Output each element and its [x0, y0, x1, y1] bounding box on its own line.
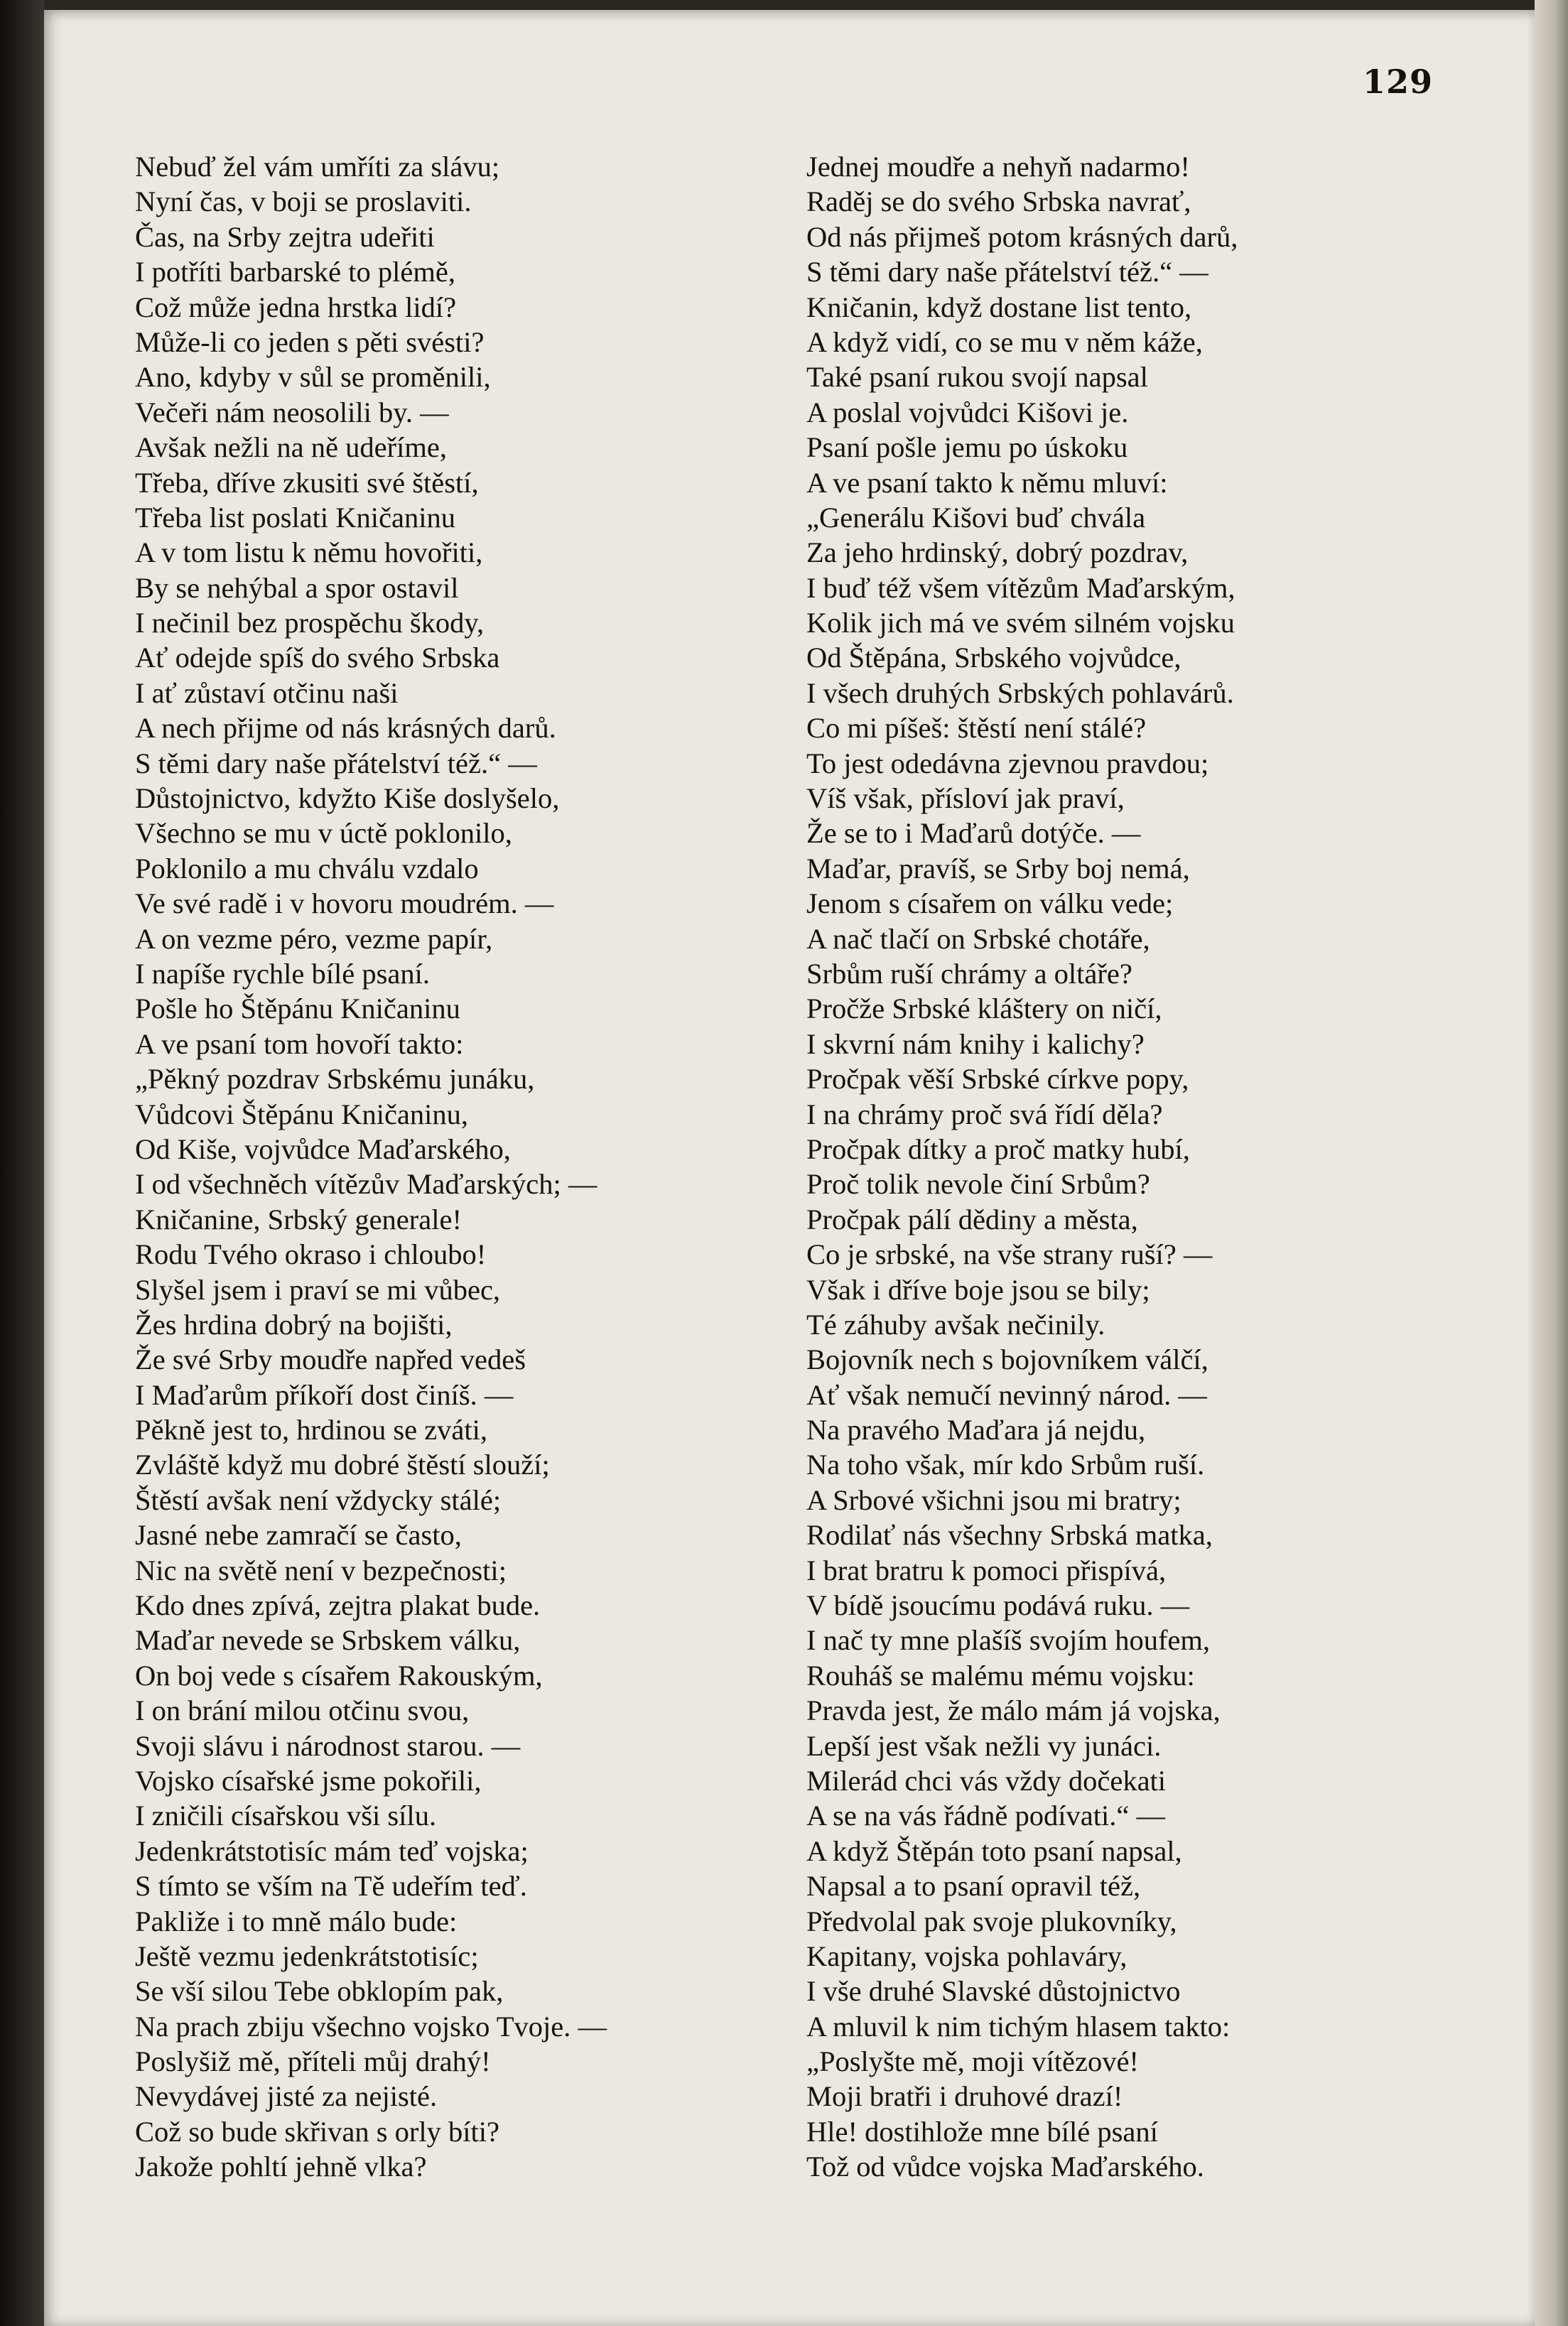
- verse-line: Od nás přijmeš potom krásných darů,: [806, 220, 1238, 253]
- verse-line: I Maďarům příkoří dost činíš. —: [135, 1378, 514, 1411]
- verse-line: Bojovník nech s bojovníkem válčí,: [806, 1343, 1209, 1376]
- verse-line: „Poslyšte mě, moji vítězové!: [806, 2045, 1139, 2078]
- verse-line: To jest odedávna zjevnou pravdou;: [806, 747, 1209, 779]
- verse-line: Čas, na Srby zejtra udeřiti: [135, 220, 435, 253]
- verse-line: Rouháš se malému mému vojsku:: [806, 1659, 1195, 1692]
- verse-line: Pakliže i to mně málo bude:: [135, 1905, 458, 1937]
- verse-line: Pročpak věší Srbské církve popy,: [806, 1063, 1189, 1096]
- verse-line: Raděj se do svého Srbska navrať,: [806, 185, 1191, 218]
- verse-line: Svoji slávu i národnost starou. —: [135, 1729, 521, 1762]
- paper-edge: [1535, 0, 1568, 2326]
- verse-line: Psaní pošle jemu po úskoku: [806, 431, 1128, 464]
- verse-line: Třeba, dříve zkusiti své štěstí,: [135, 466, 479, 499]
- verse-line: A on vezme péro, vezme papír,: [135, 922, 493, 955]
- verse-line: I nač ty mne plašíš svojím houfem,: [806, 1624, 1211, 1657]
- verse-line: Štěstí avšak není vždycky stálé;: [135, 1483, 502, 1516]
- verse-line: Na prach zbiju všechno vojsko Tvoje. —: [135, 2010, 607, 2043]
- verse-line: Může-li co jeden s pěti svésti?: [135, 325, 485, 358]
- verse-line: Všechno se mu v úctě poklonilo,: [135, 817, 512, 850]
- verse-line: I buď též všem vítězům Maďarským,: [806, 571, 1236, 604]
- verse-line: By se nehýbal a spor ostavil: [135, 571, 459, 604]
- verse-line: Avšak nežli na ně udeříme,: [135, 431, 447, 464]
- verse-line: Jakože pohltí jehně vlka?: [135, 2151, 427, 2183]
- verse-line: Ať však nemučí nevinný národ. —: [806, 1378, 1207, 1411]
- verse-line: Kapitany, vojska pohlaváry,: [806, 1940, 1128, 1972]
- verse-line: I skvrní nám knihy i kalichy?: [806, 1027, 1145, 1060]
- verse-line: Jedenkrátstotisíc mám teď vojska;: [135, 1834, 529, 1867]
- verse-line: Od Štěpána, Srbského vojvůdce,: [806, 642, 1182, 674]
- verse-line: Což so bude skřivan s orly bíti?: [135, 2115, 499, 2148]
- verse-line: Lepší jest však nežli vy junáci.: [806, 1729, 1162, 1762]
- verse-line: Hle! dostihlože mne bílé psaní: [806, 2115, 1158, 2148]
- verse-line: V bídě jsoucímu podává ruku. —: [806, 1589, 1190, 1622]
- verse-line: Předvolal pak svoje plukovníky,: [806, 1905, 1177, 1937]
- verse-line: Na toho však, mír kdo Srbům ruší.: [806, 1449, 1205, 1481]
- verse-line: „Generálu Kišovi buď chvála: [806, 501, 1146, 534]
- verse-line: Kničanine, Srbský generale!: [135, 1203, 462, 1235]
- verse-line: Však i dříve boje jsou se bily;: [806, 1273, 1150, 1306]
- verse-line: Proč tolik nevole činí Srbům?: [806, 1168, 1150, 1201]
- verse-line: I na chrámy proč svá řídí děla?: [806, 1098, 1163, 1130]
- verse-line: Co je srbské, na vše strany ruší? —: [806, 1238, 1213, 1271]
- verse-line: I všech druhých Srbských pohlavárů.: [806, 676, 1234, 709]
- verse-line: I od všechněch vítězův Maďarských; —: [135, 1168, 598, 1201]
- verse-line: Co mi píšeš: štěstí není stálé?: [806, 712, 1147, 745]
- verse-line: Že své Srby moudře napřed vedeš: [135, 1343, 526, 1376]
- verse-line: S tímto se vším na Tě udeřím teď.: [135, 1870, 527, 1903]
- verse-line: Jenom s císařem on válku vede;: [806, 887, 1174, 920]
- verse-line: Se vší silou Tebe obklopím pak,: [135, 1975, 504, 2008]
- verse-line: I nečinil bez prospěchu škody,: [135, 607, 485, 639]
- verse-line: Kdo dnes zpívá, zejtra plakat bude.: [135, 1589, 541, 1622]
- verse-line: Napsal a to psaní opravil též,: [806, 1870, 1141, 1903]
- verse-line: Ať odejde spíš do svého Srbska: [135, 642, 500, 674]
- verse-line: Tož od vůdce vojska Maďarského.: [806, 2151, 1204, 2183]
- verse-line: I zničili císařskou vši sílu.: [135, 1800, 437, 1832]
- verse-line: Vojsko císařské jsme pokořili,: [135, 1764, 482, 1797]
- verse-line: Pošle ho Štěpánu Kničaninu: [135, 992, 460, 1025]
- verse-line: Slyšel jsem i praví se mi vůbec,: [135, 1273, 501, 1306]
- verse-line: S těmi dary naše přátelství též.“ —: [806, 256, 1209, 288]
- verse-line: Ano, kdyby v sůl se proměnili,: [135, 361, 491, 394]
- verse-line: Že se to i Maďarů dotýče. —: [806, 817, 1141, 850]
- verse-line: A nech přijme od nás krásných darů.: [135, 712, 556, 745]
- verse-line: Nic na světě není v bezpečnosti;: [135, 1554, 507, 1586]
- verse-line: A Srbové všichni jsou mi bratry;: [806, 1483, 1182, 1516]
- verse-line: I brat bratru k pomoci přispívá,: [806, 1554, 1167, 1586]
- verse-line: Zvláště když mu dobré štěstí slouží;: [135, 1449, 550, 1481]
- verse-line: Pročpak dítky a proč matky hubí,: [806, 1132, 1190, 1165]
- verse-line: Srbům ruší chrámy a oltáře?: [806, 957, 1132, 990]
- verse-line: Milerád chci vás vždy dočekati: [806, 1764, 1167, 1797]
- verse-line: Na pravého Maďara já nejdu,: [806, 1414, 1146, 1446]
- verse-line: A nač tlačí on Srbské chotáře,: [806, 922, 1150, 955]
- verse-line: I on brání milou otčinu svou,: [135, 1694, 470, 1727]
- verse-line: Kničanin, když dostane list tento,: [806, 291, 1192, 323]
- verse-line: I ať zůstaví otčinu naši: [135, 676, 399, 709]
- verse-line: Třeba list poslati Kničaninu: [135, 501, 456, 534]
- verse-line: Ve své radě i v hovoru moudrém. —: [135, 887, 554, 920]
- verse-line: A se na vás řádně podívati.“ —: [806, 1800, 1165, 1832]
- right-text-column: [806, 149, 1446, 2185]
- verse-line: Poslyšiž mě, příteli můj drahý!: [135, 2045, 491, 2078]
- verse-line: Rodilať nás všechny Srbská matka,: [806, 1519, 1213, 1552]
- left-text-column: [135, 149, 774, 2185]
- verse-line: Poklonilo a mu chválu vzdalo: [135, 852, 479, 885]
- verse-line: Pročpak pálí dědiny a města,: [806, 1203, 1138, 1235]
- verse-line: Moji bratři i druhové drazí!: [806, 2080, 1123, 2113]
- verse-line: Pravda jest, že málo mám já vojska,: [806, 1694, 1221, 1727]
- verse-line: I napíše rychle bílé psaní.: [135, 957, 430, 990]
- verse-line: Jasné nebe zamračí se často,: [135, 1519, 462, 1552]
- verse-line: Pěkně jest to, hrdinou se zváti,: [135, 1414, 488, 1446]
- verse-line: Také psaní rukou svojí napsal: [806, 361, 1148, 394]
- verse-line: Nevydávej jisté za nejisté.: [135, 2080, 438, 2113]
- verse-line: A poslal vojvůdci Kišovi je.: [806, 396, 1129, 428]
- verse-line: On boj vede s císařem Rakouským,: [135, 1659, 543, 1692]
- verse-line: A mluvil k nim tichým hlasem takto:: [806, 2010, 1231, 2043]
- verse-line: Maďar, pravíš, se Srby boj nemá,: [806, 852, 1190, 885]
- verse-line: Pročže Srbské kláštery on ničí,: [806, 992, 1162, 1025]
- verse-line: Vůdcovi Štěpánu Kničaninu,: [135, 1098, 469, 1130]
- verse-line: Večeři nám neosolili by. —: [135, 396, 449, 428]
- binding-shadow: [0, 0, 44, 2326]
- verse-line: Nyní čas, v boji se proslaviti.: [135, 185, 472, 218]
- verse-line: Jednej moudře a nehyň nadarmo!: [806, 151, 1190, 183]
- verse-line: Ještě vezmu jedenkrátstotisíc;: [135, 1940, 479, 1972]
- verse-line: I potříti barbarské to plémě,: [135, 256, 455, 288]
- verse-line: A když vidí, co se mu v něm káže,: [806, 325, 1203, 358]
- verse-line: Za jeho hrdinský, dobrý pozdrav,: [806, 536, 1189, 569]
- verse-line: A ve psaní takto k němu mluví:: [806, 466, 1168, 499]
- page-number: 129: [1362, 63, 1433, 101]
- verse-line: Maďar nevede se Srbskem válku,: [135, 1624, 521, 1657]
- verse-line: S těmi dary naše přátelství též.“ —: [135, 747, 537, 779]
- verse-line: Té záhuby avšak nečinily.: [806, 1308, 1105, 1341]
- verse-line: Což může jedna hrstka lidí?: [135, 291, 457, 323]
- verse-line: I vše druhé Slavské důstojnictvo: [806, 1975, 1181, 2008]
- verse-line: Žes hrdina dobrý na bojišti,: [135, 1308, 453, 1341]
- verse-line: Rodu Tvého okraso i chloubo!: [135, 1238, 487, 1271]
- verse-line: A v tom listu k němu hovořiti,: [135, 536, 483, 569]
- verse-line: „Pěkný pozdrav Srbskému junáku,: [135, 1063, 535, 1096]
- verse-line: Od Kiše, vojvůdce Maďarského,: [135, 1132, 511, 1165]
- verse-line: Kolik jich má ve svém silném vojsku: [806, 607, 1235, 639]
- verse-line: Nebuď žel vám umříti za slávu;: [135, 151, 500, 183]
- verse-line: Víš však, přísloví jak praví,: [806, 782, 1125, 815]
- verse-line: A když Štěpán toto psaní napsal,: [806, 1834, 1182, 1867]
- verse-line: A ve psaní tom hovoří takto:: [135, 1027, 464, 1060]
- verse-line: Důstojnictvo, kdyžto Kiše doslyšelo,: [135, 782, 560, 815]
